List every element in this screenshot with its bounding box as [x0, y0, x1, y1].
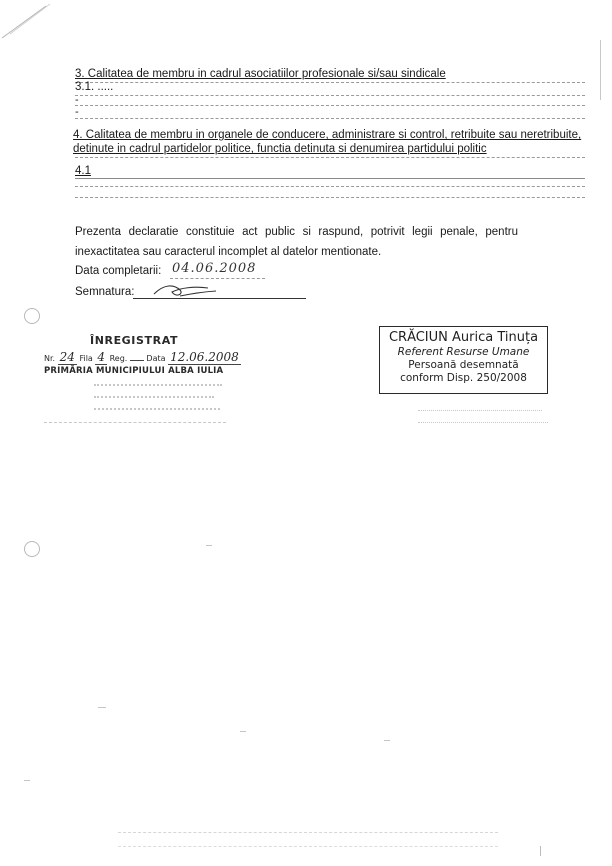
corner-scan-mark	[0, 0, 60, 50]
right-edge-mark	[600, 40, 601, 100]
registration-organization: PRIMĂRIA MUNICIPIULUI ALBA IULIA	[44, 366, 224, 376]
bottom-right-mark	[540, 846, 541, 856]
section-4-title-line-2: detinute in cadrul partidelor politice, functia detinuta si denumirea partidului politic	[73, 143, 487, 155]
date-label: Data completarii:	[75, 265, 162, 277]
registration-stamp	[44, 334, 239, 428]
bottom-scan-line-1	[118, 832, 498, 833]
scan-mark-1	[206, 545, 212, 546]
punch-hole-bottom	[24, 541, 40, 557]
date-value: 04.06.2008	[172, 261, 257, 276]
certification-stamp	[379, 326, 548, 394]
section-4-line-4	[75, 197, 585, 198]
fila-label: Fila	[79, 354, 93, 363]
punch-hole-top	[24, 308, 40, 324]
bottom-scan-line-2	[118, 846, 498, 847]
nr-value: 24	[59, 350, 75, 364]
faded-stamp-line-3	[94, 408, 220, 410]
data-value: 12.06.2008	[170, 350, 239, 364]
signature-label: Semnatura:	[75, 286, 135, 298]
section-4-line-2	[75, 178, 585, 179]
section-3-dash-b: -	[75, 106, 79, 118]
certifier-role: Referent Resurse Umane	[397, 346, 530, 358]
handwritten-signature	[150, 278, 220, 302]
faded-stamp-line-2	[94, 396, 214, 398]
section-3-dash-a: -	[75, 94, 79, 106]
faded-stamp-line-1	[94, 384, 222, 386]
section-3-underline	[75, 82, 585, 83]
scan-mark-4	[384, 740, 390, 741]
section-4-item: 4.1	[75, 165, 91, 177]
reg-label: Reg.	[109, 354, 128, 363]
scan-mark-2	[98, 707, 106, 708]
section-3-item: 3.1. .....	[75, 81, 114, 93]
data-label: Data	[146, 354, 166, 363]
faded-offset-line-1	[418, 410, 542, 411]
registration-title: ÎNREGISTRAT	[90, 334, 179, 347]
faded-stamp-border	[44, 422, 226, 423]
nr-label: Nr.	[44, 354, 56, 363]
section-4-line-1	[75, 157, 585, 158]
section-4-line-3	[75, 186, 585, 187]
certifier-name: CRĂCIUN Aurica Tinuța	[388, 330, 539, 345]
section-4-title-line-1: 4. Calitatea de membru in organele de conducere, administrare si control, retribuite sau neretribuite,	[73, 129, 582, 141]
certifier-reference: conform Disp. 250/2008	[400, 372, 527, 384]
scan-mark-3	[240, 731, 246, 732]
section-3-line-2	[75, 105, 585, 106]
faded-offset-line-2	[418, 422, 548, 423]
section-3-line-1	[75, 95, 585, 96]
declaration-text: Prezenta declaratie constituie act public si raspund, potrivit legii penale, pentru inexactitatea sau caracterul incomplet al datelor mentionate.	[75, 226, 518, 258]
scan-mark-5	[24, 780, 30, 781]
certifier-designation: Persoană desemnată	[408, 359, 519, 371]
section-3-title: 3. Calitatea de membru in cadrul asociatiilor profesionale si/sau sindicale	[75, 68, 446, 80]
section-3-line-3	[75, 118, 585, 119]
registration-fields	[44, 350, 241, 364]
fila-value: 4	[97, 350, 106, 364]
